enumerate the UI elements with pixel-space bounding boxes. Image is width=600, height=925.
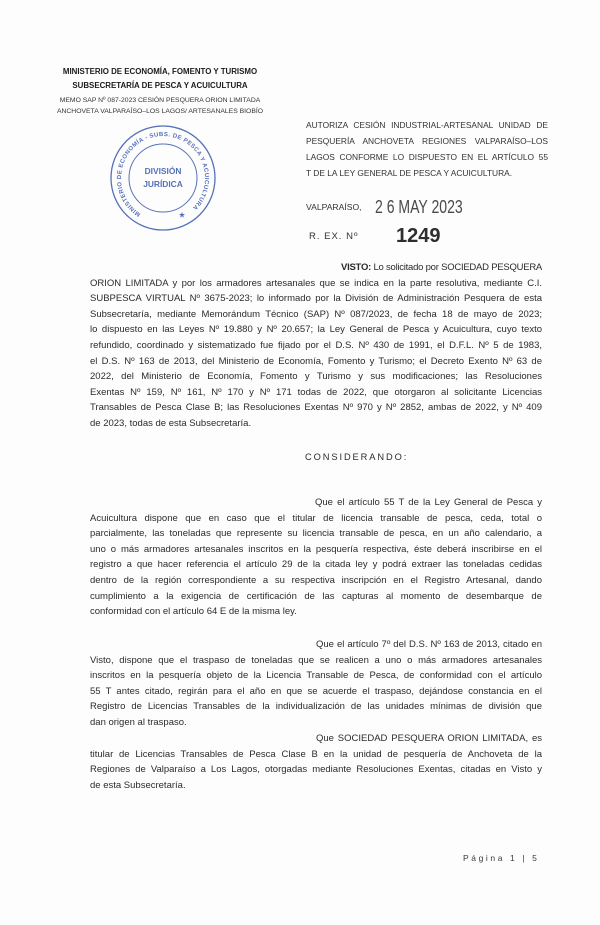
ministry-name: MINISTERIO DE ECONOMÍA, FOMENTO Y TURISMO — [62, 67, 258, 76]
stamp-outer-ring — [111, 126, 215, 230]
visto-line: el D.S. Nº 163 de 2013, del Ministerio de Economía, Fomento y Turismo; el Decreto Exento Nº 63 de — [90, 355, 542, 367]
paragraph-line: cumplimiento a la exigencia de certificación de las capturas al momento de desembarque de — [90, 590, 542, 602]
visto-line: refundido, coordinado y sistematizado fue fijado por el D.S. Nº 430 de 1991, el D.F.L. Nº 5 de 1983, — [90, 339, 542, 351]
considerando-paragraph-3 — [90, 731, 542, 793]
subsecretariat-name: SUBSECRETARÍA DE PESCA Y ACUICULTURA — [72, 81, 248, 90]
title-line: T DE LA LEY GENERAL DE PESCA Y ACUICULTURA. — [306, 168, 513, 178]
memo-reference-line-1: MEMO SAP Nº 087-2023 CESIÓN PESQUERA ORION LIMITADA — [59, 97, 261, 104]
paragraph-line: Que el artículo 7º del D.S. Nº 163 de 2013, citado en — [316, 639, 542, 650]
paragraph-line: Que el artículo 55 T de la Ley General de Pesca y — [315, 497, 542, 508]
visto-line — [90, 260, 542, 276]
paragraph-line: conformidad con el artículo 64 E de la misma ley. — [90, 606, 297, 618]
paragraph-line: Visto, dispone que el traspaso de toneladas que se realicen a uno o más armadores artesanales — [90, 654, 542, 666]
visto-line: ORION LIMITADA y por los armadores artesanales que se indica en la parte resolutiva, mediante C.I. — [90, 277, 542, 289]
stamp-inner-ring — [129, 144, 197, 212]
paragraph-line: uno o más armadores artesanales inscritos en la pesquería respectiva, éste deberá inscribirse en el — [90, 543, 542, 555]
visto-paragraph — [90, 260, 542, 432]
visto-line-text: Lo solicitado por SOCIEDAD PESQUERA — [373, 262, 543, 273]
star-icon — [179, 212, 185, 218]
paragraph-line: Regiones de Valparaíso a Los Lagos, otorgadas mediante Resoluciones Exentas, citadas en Visto y — [90, 764, 542, 776]
stamp-center-line-2: JURÍDICA — [143, 179, 183, 189]
title-line: AUTORIZA CESIÓN INDUSTRIAL-ARTESANAL UNIDAD DE — [306, 120, 548, 130]
visto-line: Subsecretaría, mediante Memorándum Técnico (SAP) Nº 087/2023, de fecha 18 de mayo de 2023; — [90, 308, 542, 320]
visto-line: SUBPESCA VIRTUAL Nº 3675-2023; lo informado por la División de Administración Pesquera de esta — [90, 293, 542, 305]
paragraph-line: inscritos en la pesquería objeto de la Licencia Transable de Pesca, de conformidad con el artículo — [90, 670, 542, 682]
division-juridica-stamp — [108, 123, 218, 233]
title-line: PESQUERÍA ANCHOVETA REGIONES VALPARAÍSO–LOS — [306, 136, 548, 146]
visto-line: lo dispuesto en las Leyes Nº 19.880 y Nº 20.657; la Ley General de Pesca y Acuicultura, cuyo texto — [90, 324, 542, 336]
resolution-number: 1249 — [396, 225, 441, 247]
visto-line: Transables de Pesca Clase B; las Resoluciones Exentas Nº 970 y Nº 2852, ambas de 2022, y Nº 409 — [90, 402, 542, 414]
paragraph-line: 55 T antes citado, regirán para el año en que se acuerde el traspaso, dejándose constancia en el — [90, 685, 542, 697]
paragraph-line: de esta Subsecretaría. — [90, 779, 186, 791]
paragraph-line: registro a que hacer referencia el artículo 29 de la citada ley y podrá extraer las toneladas cedidas — [90, 559, 542, 571]
place-name: VALPARAÍSO, — [306, 202, 362, 212]
memo-reference-line-2: ANCHOVETA VALPARAÍSO–LOS LAGOS/ ARTESANALES BIOBÍO — [56, 108, 264, 115]
visto-line: 2022, del Ministerio de Economía, Fomento y Turismo y sus modificaciones; las Resoluciones — [90, 371, 542, 383]
considerando-paragraph-1 — [90, 495, 542, 620]
visto-line: Exentas Nº 159, Nº 161, Nº 170 y Nº 171 todas de 2022, que otorgaron al solicitante Licencias — [90, 386, 542, 398]
considerando-heading: CONSIDERANDO: — [305, 452, 409, 462]
paragraph-line: titular de Licencias Transables de Pesca Clase B en la unidad de pesquería de Anchoveta de la — [90, 748, 542, 760]
paragraph-line: dentro de la región correspondiente a su respectiva inscripción en el Registro Artesanal, dando — [90, 574, 542, 586]
considerando-paragraph-2 — [90, 637, 542, 731]
title-line: LAGOS CONFORME LO DISPUESTO EN EL ARTÍCULO 55 — [306, 152, 548, 162]
resolution-label: R. EX. Nº — [309, 231, 359, 242]
date-stamp: 2 6 MAY 2023 — [375, 197, 463, 217]
paragraph-line: parcialmente, las toneladas que represente su licencia transable de pesca, en un año calendario, a — [90, 528, 542, 540]
visto-label: VISTO: — [341, 262, 371, 273]
paragraph-line: Que SOCIEDAD PESQUERA ORION LIMITADA, es — [316, 733, 542, 744]
resolution-title — [306, 117, 548, 181]
paragraph-line: Registro de Licencias Transables de la individualización de las unidades mínimas de división que — [90, 701, 542, 713]
stamp-center-line-1: DIVISIÓN — [144, 166, 182, 176]
stamp-ring-text: MINISTERIO DE ECONOMÍA - SUBS. DE PESCA Y ACUICULTURA — [116, 131, 210, 217]
visto-line: de 2023, todas de esta Subsecretaría. — [90, 417, 252, 429]
page-number: Página 1 | 5 — [463, 853, 540, 863]
paragraph-line: dan origen al traspaso. — [90, 716, 187, 728]
paragraph-line: Acuicultura dispone que en caso que el titular de licencia transable de pesca, ceda, total o — [90, 512, 542, 524]
